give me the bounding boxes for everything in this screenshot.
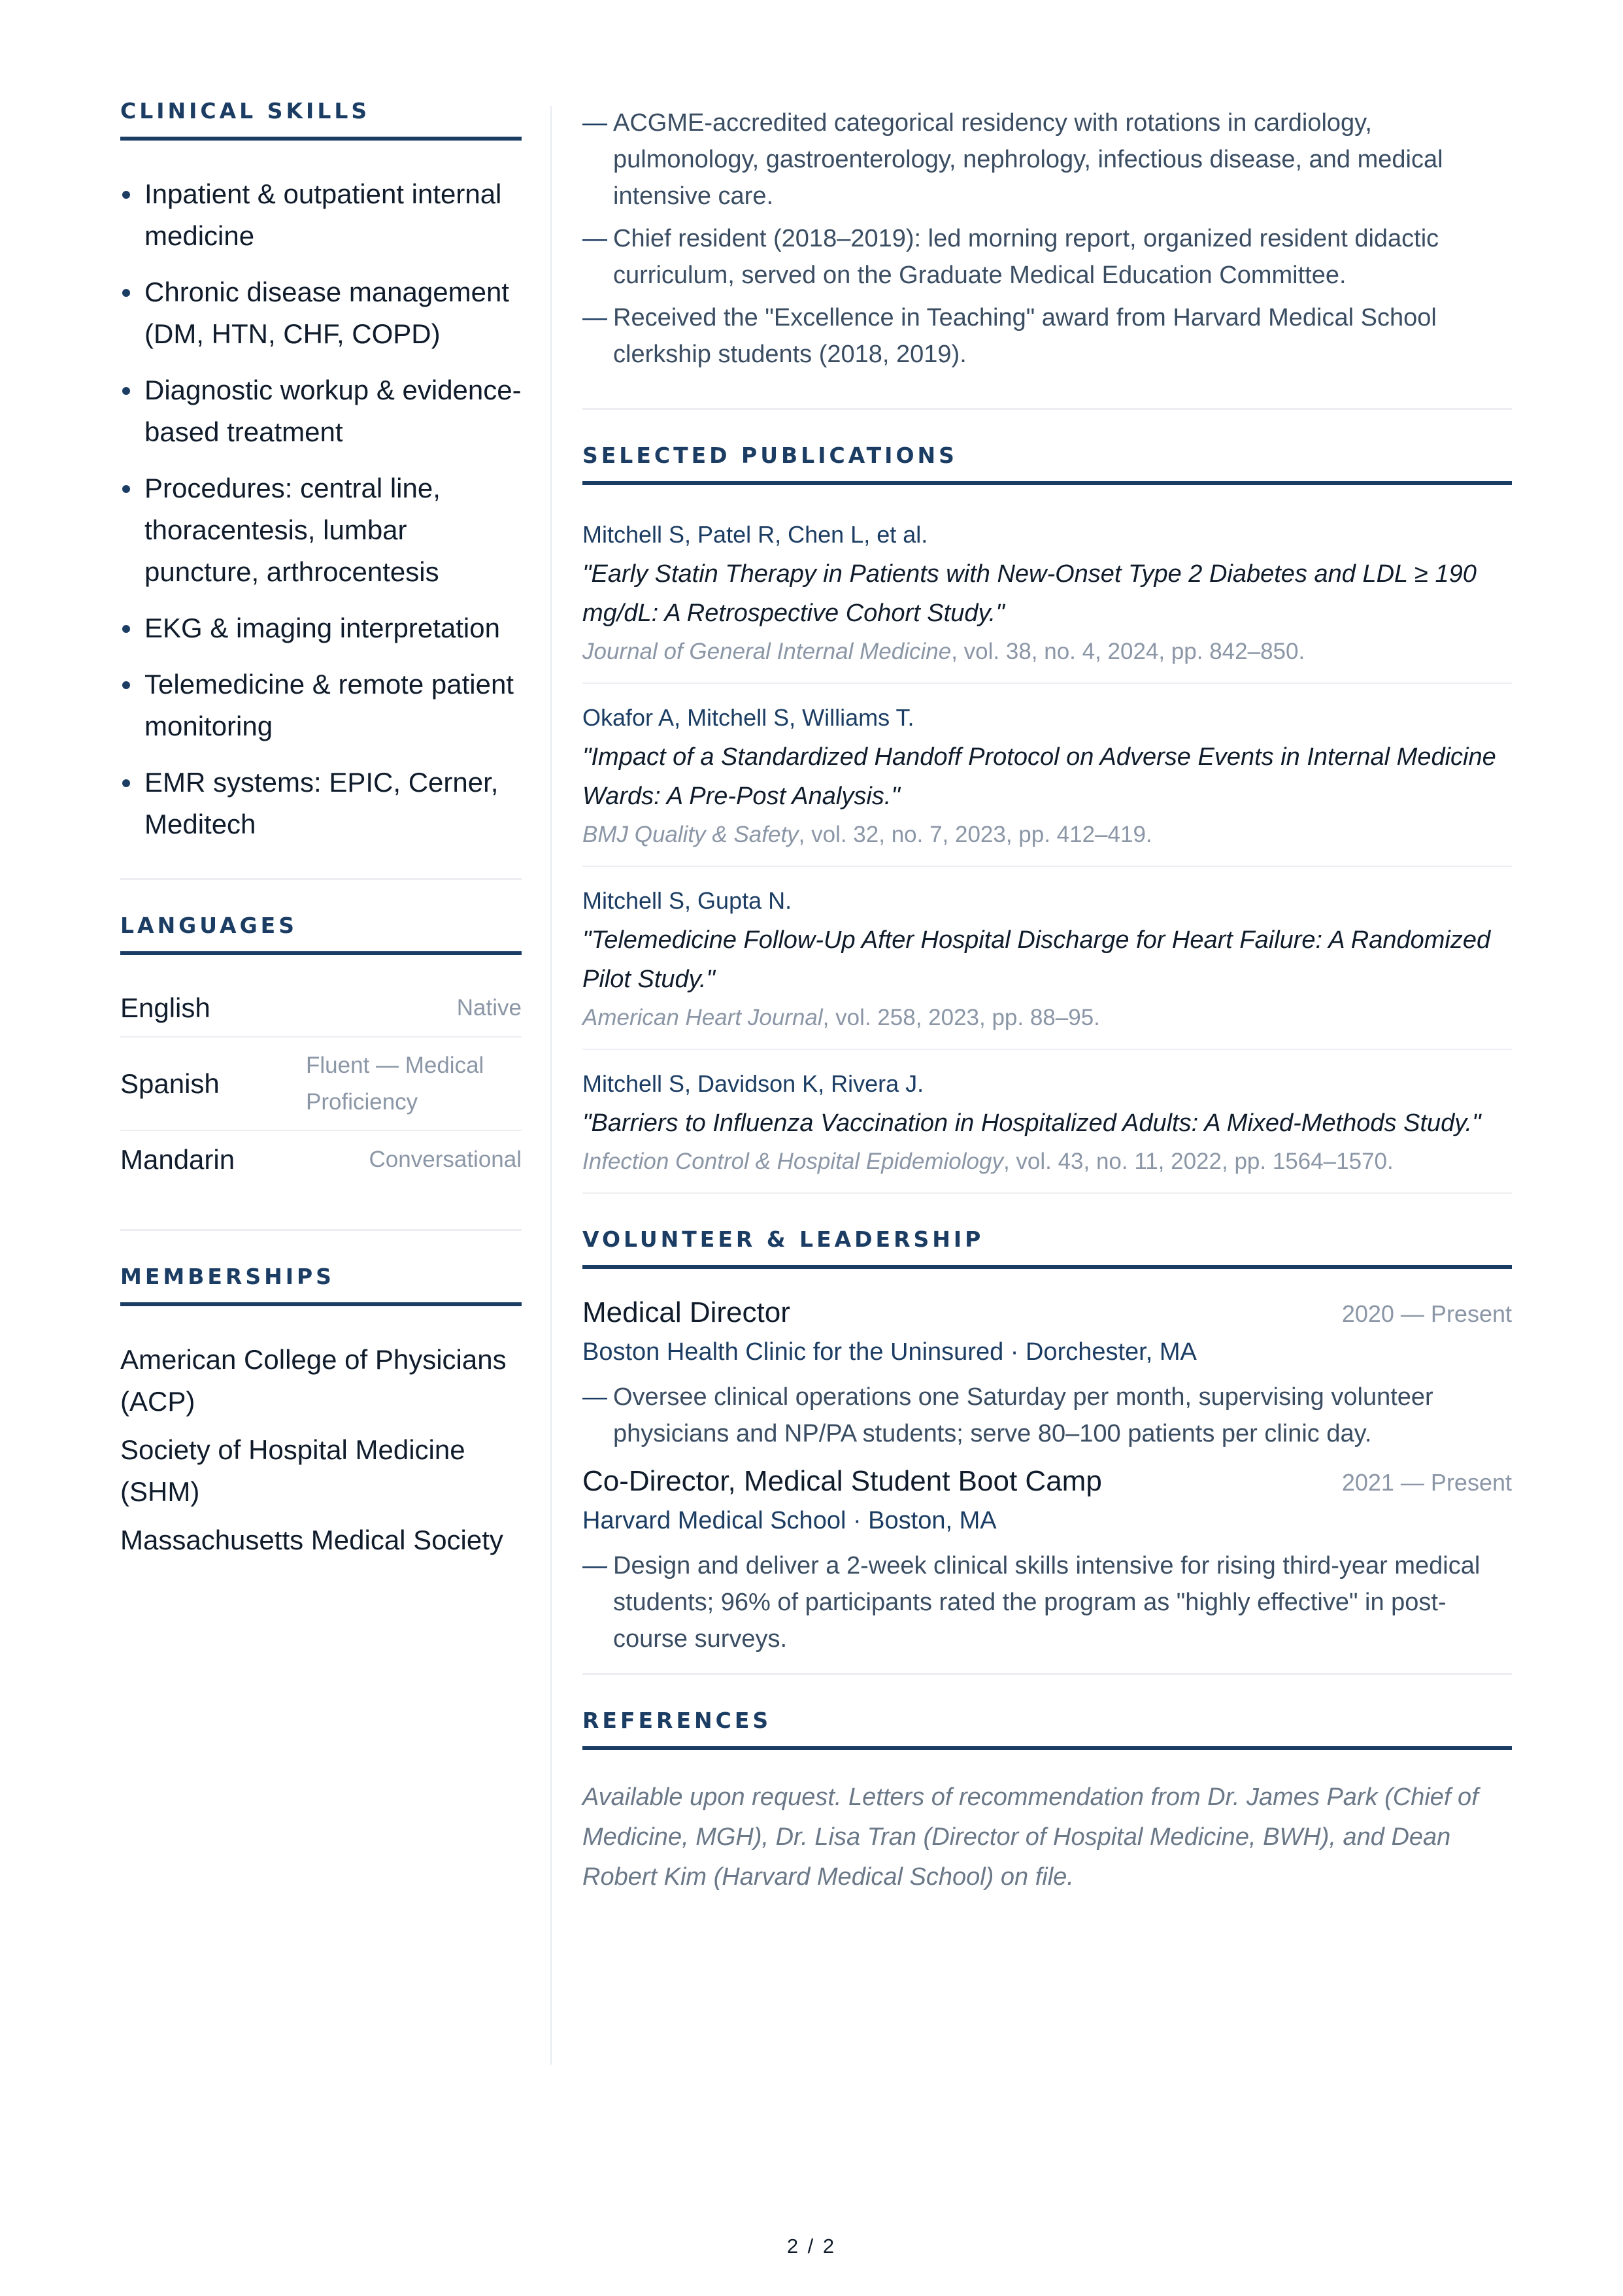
language-name: Spanish bbox=[120, 1068, 220, 1099]
languages-heading: LANGUAGES bbox=[120, 913, 297, 938]
publication-source bbox=[582, 999, 1512, 1037]
membership-item: Massachusetts Medical Society bbox=[120, 1525, 503, 1555]
publication-details: , vol. 258, 2023, pp. 88–95. bbox=[822, 1005, 1100, 1030]
skill-item: Chronic disease management (DM, HTN, CHF, COPD) bbox=[120, 271, 522, 355]
heading-rule bbox=[582, 481, 1512, 485]
memberships-section bbox=[120, 1264, 522, 1561]
role-entry bbox=[582, 1296, 1512, 1452]
heading-rule bbox=[120, 1302, 522, 1306]
references-section bbox=[582, 1708, 1512, 1897]
role-entry bbox=[582, 1465, 1512, 1657]
role-organization: Boston Health Clinic for the Uninsured · Dorchester, MA bbox=[582, 1338, 1197, 1366]
clinical-skills-section bbox=[120, 98, 522, 845]
references-text: Available upon request. Letters of recommendation from Dr. James Park (Chief of Medicine, MGH), Dr. Lisa Tran (Director of Hospital Medicine, BWH), and Dean Robert Kim (Harvard Medical School) on file. bbox=[582, 1783, 1479, 1891]
publication-journal: BMJ Quality & Safety bbox=[582, 822, 799, 847]
publication-source bbox=[582, 633, 1512, 671]
publication-journal: Infection Control & Hospital Epidemiology bbox=[582, 1149, 1003, 1174]
skill-item: Inpatient & outpatient internal medicine bbox=[120, 173, 522, 257]
section-divider bbox=[120, 1229, 522, 1231]
publication-item bbox=[582, 1050, 1512, 1194]
page-number: 2 / 2 bbox=[786, 2235, 837, 2257]
clinical-skills-heading: CLINICAL SKILLS bbox=[120, 98, 371, 124]
publication-title: "Barriers to Influenza Vaccination in Hospitalized Adults: A Mixed-Methods Study." bbox=[582, 1109, 1481, 1137]
publication-journal: Journal of General Internal Medicine bbox=[582, 639, 952, 664]
publication-title: "Early Statin Therapy in Patients with New-Onset Type 2 Diabetes and LDL ≥ 190 mg/dL: A Retrospective Cohort Study." bbox=[582, 560, 1477, 627]
heading-rule bbox=[120, 951, 522, 955]
languages-section bbox=[120, 913, 522, 1189]
role-bullet: — Design and deliver a 2-week clinical skills intensive for rising third-year medical students; 96% of participants rated the program as "highly effective" in post-course surveys. bbox=[582, 1547, 1512, 1657]
language-row bbox=[120, 980, 522, 1038]
publication-details: , vol. 38, no. 4, 2024, pp. 842–850. bbox=[951, 639, 1305, 664]
language-level: Native bbox=[456, 995, 522, 1021]
skills-list bbox=[120, 173, 522, 845]
residency-bullets bbox=[582, 105, 1512, 373]
publication-details: , vol. 32, no. 7, 2023, pp. 412–419. bbox=[798, 822, 1152, 847]
references-heading: REFERENCES bbox=[582, 1708, 772, 1733]
heading-rule bbox=[120, 137, 522, 141]
publications-section bbox=[582, 443, 1512, 1194]
publication-item bbox=[582, 684, 1512, 867]
section-divider bbox=[582, 408, 1512, 410]
publication-source bbox=[582, 816, 1512, 854]
residency-bullet: — Received the "Excellence in Teaching" award from Harvard Medical School clerkship students (2018, 2019). bbox=[582, 299, 1512, 373]
language-level: Fluent — Medical Proficiency bbox=[306, 1052, 484, 1115]
column-divider bbox=[550, 106, 552, 2065]
publication-details: , vol. 43, no. 11, 2022, pp. 1564–1570. bbox=[1003, 1149, 1394, 1174]
publication-source bbox=[582, 1143, 1512, 1181]
publication-authors: Mitchell S, Gupta N. bbox=[582, 887, 792, 914]
publication-journal: American Heart Journal bbox=[582, 1005, 823, 1030]
role-bullet: — Oversee clinical operations one Saturday per month, supervising volunteer physicians and NP/PA students; serve 80–100 patients per clinic day. bbox=[582, 1379, 1512, 1452]
publication-title: "Impact of a Standardized Handoff Protocol on Adverse Events in Internal Medicine Wards: A Pre-Post Analysis." bbox=[582, 743, 1496, 810]
language-name: English bbox=[120, 992, 210, 1023]
publications-list bbox=[582, 515, 1512, 1194]
language-name: Mandarin bbox=[120, 1144, 235, 1175]
languages-list bbox=[120, 980, 522, 1189]
publication-authors: Mitchell S, Davidson K, Rivera J. bbox=[582, 1070, 924, 1097]
role-title: Medical Director bbox=[582, 1296, 790, 1328]
publication-authors: Okafor A, Mitchell S, Williams T. bbox=[582, 704, 914, 731]
residency-bullet: — Chief resident (2018–2019): led morning report, organized resident didactic curriculum, served on the Graduate Medical Education Committee. bbox=[582, 220, 1512, 294]
membership-item: Society of Hospital Medicine (SHM) bbox=[120, 1434, 465, 1507]
skill-item: Procedures: central line, thoracentesis, lumbar puncture, arthrocentesis bbox=[120, 467, 522, 593]
publication-authors: Mitchell S, Patel R, Chen L, et al. bbox=[582, 521, 928, 548]
skill-item: Diagnostic workup & evidence-based treatment bbox=[120, 369, 522, 453]
skill-item: Telemedicine & remote patient monitoring bbox=[120, 664, 522, 747]
memberships-heading: MEMBERSHIPS bbox=[120, 1264, 335, 1289]
role-organization: Harvard Medical School · Boston, MA bbox=[582, 1507, 997, 1534]
publication-item bbox=[582, 867, 1512, 1050]
left-sidebar bbox=[120, 98, 522, 1568]
role-dates: 2020 — Present bbox=[1341, 1300, 1512, 1327]
volunteer-section bbox=[582, 1226, 1512, 1657]
publication-title: "Telemedicine Follow-Up After Hospital Discharge for Heart Failure: A Randomized Pilot Study." bbox=[582, 926, 1491, 993]
role-dates: 2021 — Present bbox=[1341, 1469, 1512, 1496]
membership-item: American College of Physicians (ACP) bbox=[120, 1344, 507, 1417]
role-header bbox=[582, 1465, 1512, 1498]
role-header bbox=[582, 1296, 1512, 1329]
section-divider bbox=[582, 1673, 1512, 1675]
skill-item: EKG & imaging interpretation bbox=[120, 607, 522, 649]
publications-heading: SELECTED PUBLICATIONS bbox=[582, 443, 958, 468]
heading-rule bbox=[582, 1265, 1512, 1269]
main-column bbox=[582, 105, 1512, 1897]
section-divider bbox=[120, 878, 522, 880]
heading-rule bbox=[582, 1746, 1512, 1750]
language-level: Conversational bbox=[369, 1147, 522, 1172]
volunteer-heading: VOLUNTEER & LEADERSHIP bbox=[582, 1226, 984, 1252]
memberships-list bbox=[120, 1339, 522, 1561]
language-row bbox=[120, 1131, 522, 1189]
language-row bbox=[120, 1038, 522, 1131]
residency-bullet: — ACGME-accredited categorical residency with rotations in cardiology, pulmonology, gastroenterology, nephrology, infectious disease, and medical intensive care. bbox=[582, 105, 1512, 214]
publication-item bbox=[582, 515, 1512, 684]
role-title: Co-Director, Medical Student Boot Camp bbox=[582, 1465, 1102, 1497]
skill-item: EMR systems: EPIC, Cerner, Meditech bbox=[120, 762, 522, 845]
